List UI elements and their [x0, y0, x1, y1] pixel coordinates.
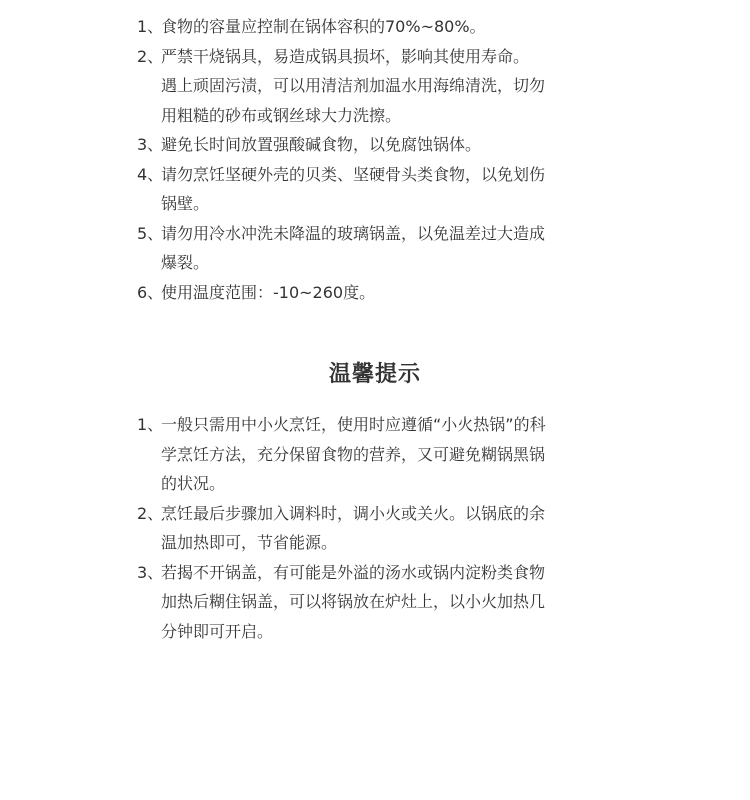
tip-item-number: 3、 [137, 562, 164, 582]
care-item-text: 使用温度范围：-10~260度。 [161, 282, 376, 302]
care-item-3 [137, 130, 577, 160]
tip-item-text: 温加热即可，节省能源。 [161, 533, 338, 552]
tip-item-text: 学烹饪方法，充分保留食物的营养，又可避免糊锅黑锅 [161, 444, 546, 464]
care-item-number: 2、 [137, 46, 164, 66]
care-item-text: 食物的容量应控制在锅体容积的70%~80%。 [161, 17, 486, 36]
care-item-text: 爆裂。 [161, 253, 210, 272]
care-item-number: 1、 [137, 17, 164, 36]
tip-item-number: 2、 [137, 503, 164, 523]
care-item-number: 6、 [137, 282, 164, 302]
care-instructions-list [137, 12, 577, 307]
tips-heading: 温馨提示 [328, 362, 421, 387]
care-item-number: 3、 [137, 135, 164, 154]
care-item-text: 锅壁。 [161, 194, 210, 213]
care-item-5 [137, 219, 577, 278]
care-item-text: 严禁干烧锅具，易造成锅具损坏，影响其使用寿命。 [161, 46, 530, 66]
tip-item-text: 加热后糊住锅盖，可以将锅放在炉灶上，以小火加热几 [161, 592, 546, 611]
care-item-text: 请勿烹饪坚硬外壳的贝类、坚硬骨头类食物，以免划伤 [161, 164, 546, 184]
care-item-text: 遇上顽固污渍，可以用清洁剂加温水用海绵清洗，切勿 [161, 76, 546, 95]
tip-item-3 [137, 558, 577, 647]
tip-item-text: 一般只需用中小火烹饪，使用时应遵循“小火热锅”的科 [161, 415, 546, 434]
tip-item-text: 烹饪最后步骤加入调料时，调小火或关火。以锅底的余 [161, 503, 546, 523]
care-item-2 [137, 42, 577, 131]
care-item-4 [137, 160, 577, 219]
care-item-text: 避免长时间放置强酸碱食物，以免腐蚀锅体。 [161, 135, 482, 154]
care-item-number: 5、 [137, 223, 164, 243]
tips-list [137, 410, 577, 646]
tip-item-text: 若揭不开锅盖，有可能是外溢的汤水或锅内淀粉类食物 [161, 562, 546, 582]
care-item-1 [137, 12, 577, 42]
tip-item-text: 的状况。 [161, 474, 226, 493]
care-item-number: 4、 [137, 164, 164, 184]
tip-item-number: 1、 [137, 415, 164, 434]
tip-item-1 [137, 410, 577, 499]
care-item-text: 请勿用冷水冲洗未降温的玻璃锅盖，以免温差过大造成 [161, 223, 546, 243]
care-item-6 [137, 278, 577, 308]
care-item-text: 用粗糙的砂布或钢丝球大力洗擦。 [161, 105, 402, 125]
tip-item-text: 分钟即可开启。 [161, 621, 274, 641]
tip-item-2 [137, 499, 577, 558]
